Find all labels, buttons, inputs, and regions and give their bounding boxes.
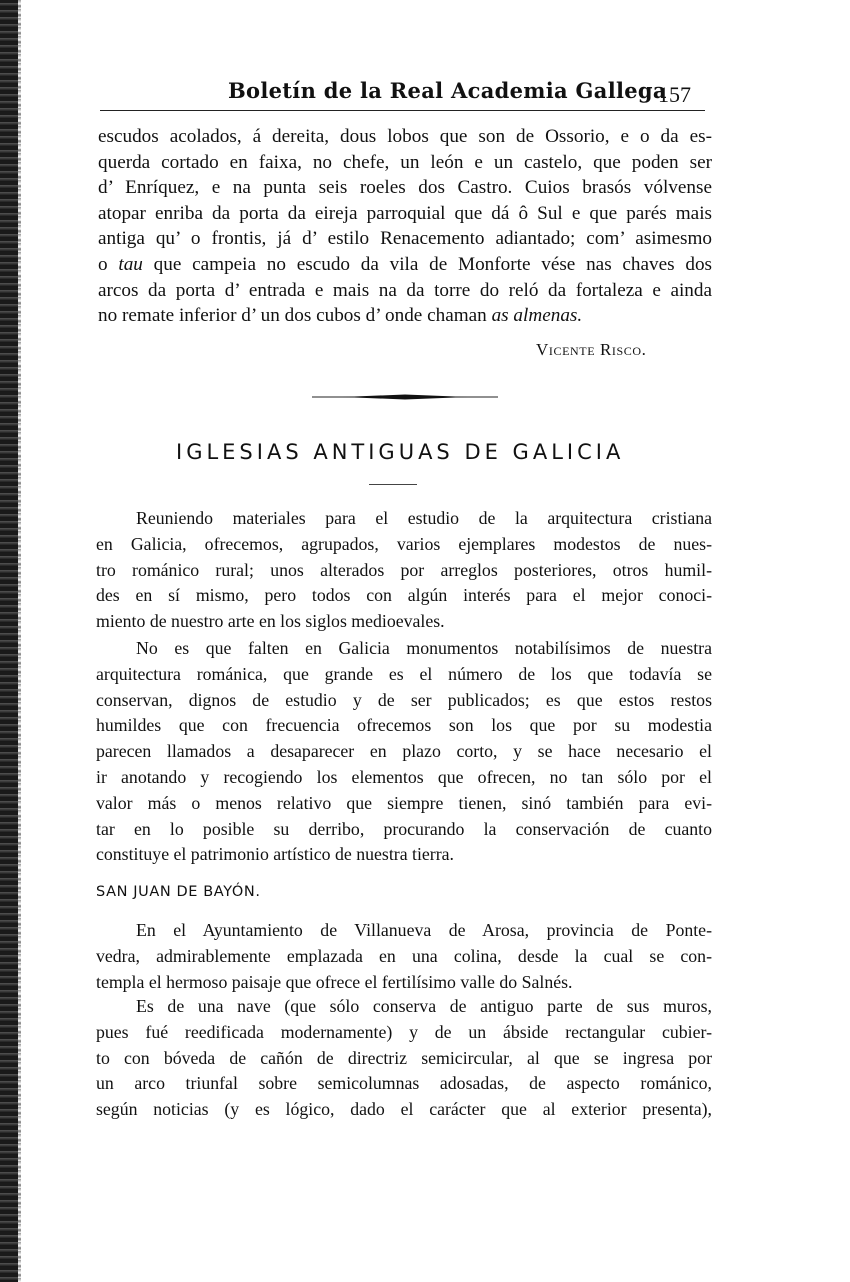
- italic-word: tau: [118, 253, 143, 275]
- book-spine-edge: [0, 0, 18, 1282]
- text-line: tro románico rural; unos alterados por arreglos posteriores, otros humil-: [96, 559, 712, 580]
- text-line: to con bóveda de cañón de directriz semicircular, al que se ingresa por: [96, 1047, 712, 1068]
- text-line: arquitectura románica, que grande es el número de los que todavía se: [96, 663, 712, 684]
- text-fragment: no remate inferior d’ un dos cubos d’ onde chaman: [98, 305, 487, 327]
- text-line: parecen llamados a desaparecer en plazo corto, y se hace necesario el: [96, 741, 712, 762]
- text-fragment: o: [98, 253, 108, 275]
- second-paragraph: [96, 636, 712, 868]
- text-line: vedra, admirablemente emplazada en una colina, desde la cual se con-: [96, 945, 712, 966]
- third-paragraph: [96, 918, 712, 995]
- italic-phrase: as almenas.: [491, 305, 583, 327]
- text-line: según noticias (y es lógico, dado el carácter que al exterior presenta),: [96, 1099, 712, 1120]
- text-line: d’ Enríquez, e na punta seis roeles dos Castro. Cuios brasós vólvense: [98, 177, 712, 199]
- text-line: Reuniendo materiales para el estudio de la arquitectura cristiana: [136, 508, 712, 528]
- text-line: No es que falten en Galicia monumentos notabilísimos de nuestra: [136, 638, 712, 658]
- text-line: des en sí mismo, pero todos con algún interés para el mejor conoci-: [96, 585, 712, 606]
- journal-title: Boletín de la Real Academia Gallega: [228, 78, 667, 103]
- book-spine-shadow: [18, 0, 21, 1282]
- text-line: templa el hermoso paisaje que ofrece el fertilísimo valle do Salnés.: [96, 971, 573, 992]
- section-divider-ornament: [312, 392, 498, 402]
- section-subheading: SAN JUAN DE BAYÓN.: [96, 884, 261, 900]
- article-title: IGLESIAS ANTIGUAS DE GALICIA: [176, 440, 625, 464]
- text-fragment: que campeia no escudo da vila de Monforte vése nas chaves dos: [153, 253, 713, 275]
- text-line: antiga qu’ o frontis, já d’ estilo Renacemento adiantado; com’ asimesmo: [98, 228, 712, 250]
- text-line-with-italic: [98, 252, 712, 278]
- text-line: arcos da porta d’ entrada e mais na da torre do reló da fortaleza e ainda: [98, 279, 712, 301]
- text-line: humildes que con frecuencia ofrecemos son los que por su modestia: [96, 715, 712, 736]
- author-signature: Vicente Risco.: [536, 340, 647, 359]
- text-line: conservan, dignos de estudio y de ser publicados; es que estos restos: [96, 689, 712, 710]
- top-paragraph: [98, 124, 712, 329]
- running-header: [100, 76, 705, 111]
- text-line: miento de nuestro arte en los siglos medioevales.: [96, 611, 445, 632]
- title-underline-rule: [369, 484, 417, 485]
- text-line: atopar enriba da porta da eireja parroquial que dá ô Sul e que parés mais: [98, 202, 712, 224]
- text-line: tar en lo posible su derribo, procurando la conservación de cuanto: [96, 818, 712, 839]
- text-line: en Galicia, ofrecemos, agrupados, varios ejemplares modestos de nues-: [96, 533, 712, 554]
- text-line: pues fué reedificada modernamente) y de un ábside rectangular cubier-: [96, 1021, 712, 1042]
- text-line: En el Ayuntamiento de Villanueva de Arosa, provincia de Ponte-: [136, 920, 712, 940]
- text-line-with-italic: [98, 303, 712, 329]
- fourth-paragraph: [96, 994, 712, 1123]
- text-line: querda cortado en faixa, no chefe, un león e un castelo, que poden ser: [98, 151, 712, 173]
- text-line: un arco triunfal sobre semicolumnas adosadas, de aspecto románico,: [96, 1073, 712, 1094]
- text-line: ir anotando y recogiendo los elementos que ofrecen, no tan sólo por el: [96, 766, 712, 787]
- text-line: valor más o menos relativo que siempre tienen, sinó también para evi-: [96, 792, 712, 813]
- text-line: escudos acolados, á dereita, dous lobos que son de Ossorio, e o da es-: [98, 126, 712, 147]
- text-line: constituye el patrimonio artístico de nuestra tierra.: [96, 844, 454, 865]
- page-number: 157: [658, 82, 691, 107]
- text-line: Es de una nave (que sólo conserva de antiguo parte de sus muros,: [136, 996, 712, 1016]
- intro-paragraph: [96, 506, 712, 635]
